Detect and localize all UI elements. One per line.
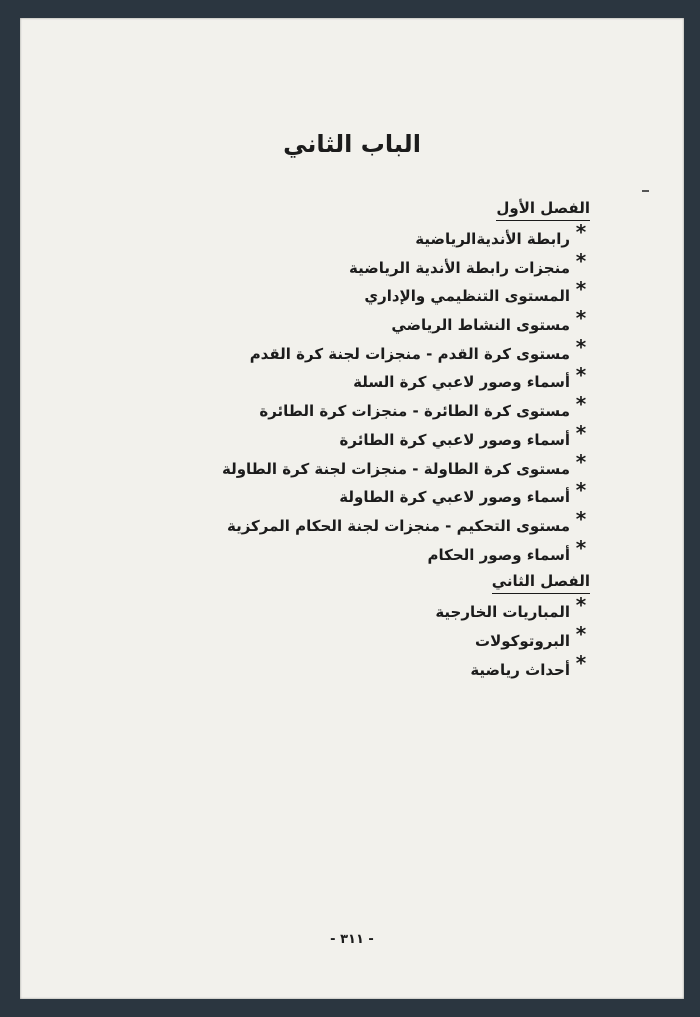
item-label: مستوى التحكيم - منجزات لجنة الحكام المركزية <box>226 516 570 535</box>
list-item <box>70 392 590 424</box>
item-label: أسماء وصور لاعبي كرة الطاولة <box>339 488 570 507</box>
asterisk-bullet-icon: * <box>575 650 587 675</box>
asterisk-bullet-icon: * <box>575 449 587 474</box>
list-item <box>70 478 590 510</box>
list-item <box>70 650 590 683</box>
list-item <box>70 621 590 654</box>
asterisk-bullet-icon: * <box>575 220 587 244</box>
list-item <box>70 449 590 482</box>
asterisk-bullet-icon: * <box>575 363 587 388</box>
item-label: أسماء وصور لاعبي كرة السلة <box>353 373 570 392</box>
item-label: المستوى التنظيمي والإداري <box>364 287 570 306</box>
list-item <box>70 420 590 453</box>
list-item <box>70 535 590 568</box>
section-heading: الباب الثاني <box>283 130 421 158</box>
chapter-item-list <box>70 220 590 567</box>
item-label: مستوى كرة الطائرة - منجزات كرة الطائرة <box>259 402 570 421</box>
item-label: أسماء وصور الحكام <box>427 545 570 564</box>
chapter-title: الفصل الأول <box>496 198 590 221</box>
asterisk-bullet-icon: * <box>575 621 587 646</box>
paper-speck <box>642 190 649 192</box>
asterisk-bullet-icon: * <box>575 334 587 359</box>
list-item <box>70 334 590 367</box>
item-label: مستوى كرة القدم - منجزات لجنة كرة القدم <box>249 344 570 363</box>
list-item <box>70 277 590 309</box>
document-page <box>20 18 684 999</box>
chapter-title: الفصل الثاني <box>492 571 590 594</box>
asterisk-bullet-icon: * <box>575 420 587 445</box>
chapter-block <box>70 198 590 567</box>
list-item <box>70 506 590 539</box>
list-item <box>70 593 590 625</box>
item-label: المباريات الخارجية <box>435 603 570 622</box>
chapter-item-list <box>70 593 590 682</box>
asterisk-bullet-icon: * <box>575 535 587 560</box>
table-of-contents <box>70 198 590 682</box>
list-item <box>70 306 590 338</box>
item-label: البروتوكولات <box>475 631 570 650</box>
item-label: منجزات رابطة الأندية الرياضية <box>349 258 570 277</box>
asterisk-bullet-icon: * <box>575 506 587 531</box>
item-label: رابطة الأنديةالرياضية <box>415 230 570 248</box>
asterisk-bullet-icon: * <box>575 306 587 331</box>
item-label: أحداث رياضية <box>470 660 570 679</box>
list-item <box>70 248 590 281</box>
page-number: - ٣١١ - <box>330 932 374 947</box>
asterisk-bullet-icon: * <box>575 248 587 273</box>
list-item <box>70 363 590 395</box>
item-label: مستوى النشاط الرياضي <box>391 316 570 335</box>
chapter-block <box>70 571 590 682</box>
list-item <box>70 220 590 252</box>
asterisk-bullet-icon: * <box>575 277 587 302</box>
asterisk-bullet-icon: * <box>575 478 587 503</box>
item-label: مستوى كرة الطاولة - منجزات لجنة كرة الطاولة <box>222 459 570 478</box>
item-label: أسماء وصور لاعبي كرة الطائرة <box>339 430 570 449</box>
asterisk-bullet-icon: * <box>575 392 587 417</box>
asterisk-bullet-icon: * <box>575 593 587 618</box>
